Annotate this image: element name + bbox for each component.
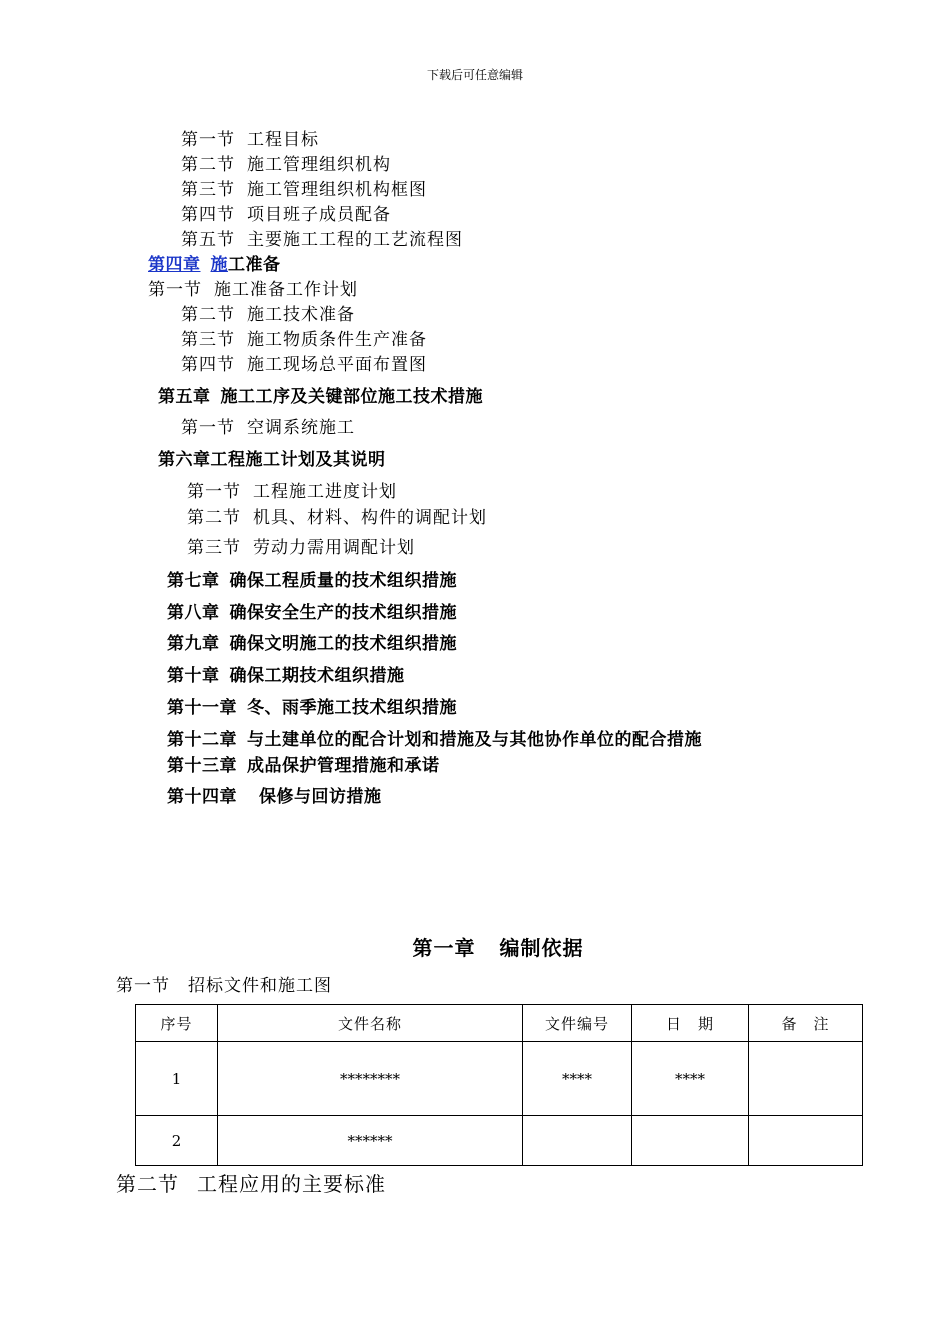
toc-section-num: 第一节: [187, 482, 241, 502]
toc-section[interactable]: [181, 125, 319, 150]
toc-chapter-num: 第十章: [167, 666, 220, 686]
table-cell: ****: [523, 1042, 632, 1116]
toc-chapter-num: 第四章: [148, 255, 201, 275]
toc-chapter-title: 确保文明施工的技术组织措施: [229, 634, 457, 654]
toc-section-num: 第一节: [181, 130, 235, 150]
toc-section-num: 第三节: [181, 330, 235, 350]
toc-section-num: 第五节: [181, 230, 235, 250]
toc-chapter-title: 与土建单位的配合计划和措施及与其他协作单位的配合措施: [247, 730, 702, 750]
table-cell: ********: [218, 1042, 523, 1116]
toc-section-title: 施工管理组织机构: [247, 155, 391, 175]
toc-section[interactable]: [187, 503, 487, 528]
toc-section-title: 工程施工进度计划: [253, 482, 397, 502]
toc-section-title: 施工技术准备: [247, 305, 355, 325]
toc-chapter-title: 确保安全生产的技术组织措施: [229, 603, 457, 623]
toc-section-title: 施工现场总平面布置图: [247, 355, 427, 375]
table-cell: [749, 1116, 863, 1166]
toc-section-num: 第三节: [187, 538, 241, 558]
toc-section-num: 第一节: [148, 280, 202, 300]
table-header-row: [136, 1005, 863, 1042]
toc-chapter-num: 第十一章: [167, 698, 237, 718]
toc-section-title: 施工物质条件生产准备: [247, 330, 427, 350]
toc-section-num: 第二节: [181, 155, 235, 175]
toc-section[interactable]: [181, 350, 427, 375]
toc-section-title: 主要施工工程的工艺流程图: [247, 230, 463, 250]
toc-chapter-num: 第五章: [158, 387, 211, 407]
toc-section[interactable]: [181, 200, 391, 225]
toc-chapter-title: 成品保护管理措施和承诺: [247, 756, 440, 776]
documents-table: [135, 1004, 863, 1166]
table-cell: ******: [218, 1116, 523, 1166]
toc-chapter-4[interactable]: [148, 250, 281, 275]
toc-chapter-title-rest: 工准备: [228, 255, 281, 275]
toc-chapter-link-text: 施: [210, 255, 228, 275]
toc-section-title: 空调系统施工: [247, 418, 355, 438]
chapter-num: 第一章: [412, 936, 476, 960]
table-cell: 2: [136, 1116, 218, 1166]
toc-chapter[interactable]: [167, 629, 457, 654]
toc-chapter-title: 冬、雨季施工技术组织措施: [247, 698, 457, 718]
table-cell: ****: [632, 1042, 749, 1116]
table-row: [136, 1116, 863, 1166]
toc-chapter-num: 第八章: [167, 603, 220, 623]
toc-section-title: 工程目标: [247, 130, 319, 150]
table-header-cell: 日 期: [632, 1005, 749, 1042]
page-header: 下载后可任意编辑: [426, 68, 523, 82]
toc-chapter-num: 第十三章: [167, 756, 237, 776]
section-num: 第二节: [116, 1172, 179, 1196]
toc-chapter[interactable]: [167, 661, 405, 686]
section-title: 招标文件和施工图: [188, 976, 332, 996]
section-heading: [116, 1168, 386, 1197]
toc-chapter-title: 确保工程质量的技术组织措施: [229, 571, 457, 591]
toc-section[interactable]: [181, 150, 391, 175]
toc-section-title: 施工准备工作计划: [214, 280, 358, 300]
toc-section-num: 第二节: [187, 508, 241, 528]
toc-section[interactable]: [181, 413, 355, 438]
table-cell: [632, 1116, 749, 1166]
table-header-cell: 文件编号: [523, 1005, 632, 1042]
toc-section[interactable]: [181, 225, 463, 250]
toc-chapter[interactable]: [167, 725, 702, 750]
toc-chapter[interactable]: [167, 693, 457, 718]
toc-chapter-5[interactable]: [158, 382, 483, 407]
toc-chapter-link[interactable]: [148, 255, 228, 275]
toc-section[interactable]: [148, 275, 358, 300]
toc-section-num: 第二节: [181, 305, 235, 325]
toc-chapter[interactable]: [167, 782, 382, 807]
toc-chapter-6[interactable]: 第六章工程施工计划及其说明: [158, 450, 386, 470]
toc-section[interactable]: [187, 477, 397, 502]
toc-chapter-num: 第九章: [167, 634, 220, 654]
toc-chapter[interactable]: [167, 598, 457, 623]
toc-section[interactable]: [181, 175, 427, 200]
table-header-cell: 文件名称: [218, 1005, 523, 1042]
toc-chapter-num: 第十二章: [167, 730, 237, 750]
toc-section-title: 劳动力需用调配计划: [253, 538, 415, 558]
section-num: 第一节: [116, 976, 170, 996]
toc-section-num: 第四节: [181, 355, 235, 375]
toc-chapter-title: 施工工序及关键部位施工技术措施: [220, 387, 483, 407]
toc-section-num: 第三节: [181, 180, 235, 200]
section-title: 工程应用的主要标准: [197, 1172, 386, 1196]
table-header-cell: 序号: [136, 1005, 218, 1042]
table-cell: 1: [136, 1042, 218, 1116]
toc-section-title: 施工管理组织机构框图: [247, 180, 427, 200]
table-cell: [749, 1042, 863, 1116]
toc-section[interactable]: [181, 325, 427, 350]
toc-chapter[interactable]: [167, 566, 457, 591]
toc-chapter-num: 第七章: [167, 571, 220, 591]
toc-section-num: 第一节: [181, 418, 235, 438]
toc-chapter-title: 确保工期技术组织措施: [229, 666, 405, 686]
toc-chapter-title: 保修与回访措施: [259, 787, 382, 807]
chapter-name: 编制依据: [499, 936, 584, 960]
toc-section[interactable]: [181, 300, 355, 325]
table-cell: [523, 1116, 632, 1166]
table-row: [136, 1042, 863, 1116]
toc-section[interactable]: [187, 533, 415, 558]
section-heading: [116, 971, 332, 996]
toc-section-title: 机具、材料、构件的调配计划: [253, 508, 487, 528]
toc-section-title: 项目班子成员配备: [247, 205, 391, 225]
toc-section-num: 第四节: [181, 205, 235, 225]
chapter-title: [0, 932, 950, 961]
table-header-cell: 备 注: [749, 1005, 863, 1042]
toc-chapter[interactable]: [167, 751, 440, 776]
toc-chapter-num: 第十四章: [167, 787, 237, 807]
